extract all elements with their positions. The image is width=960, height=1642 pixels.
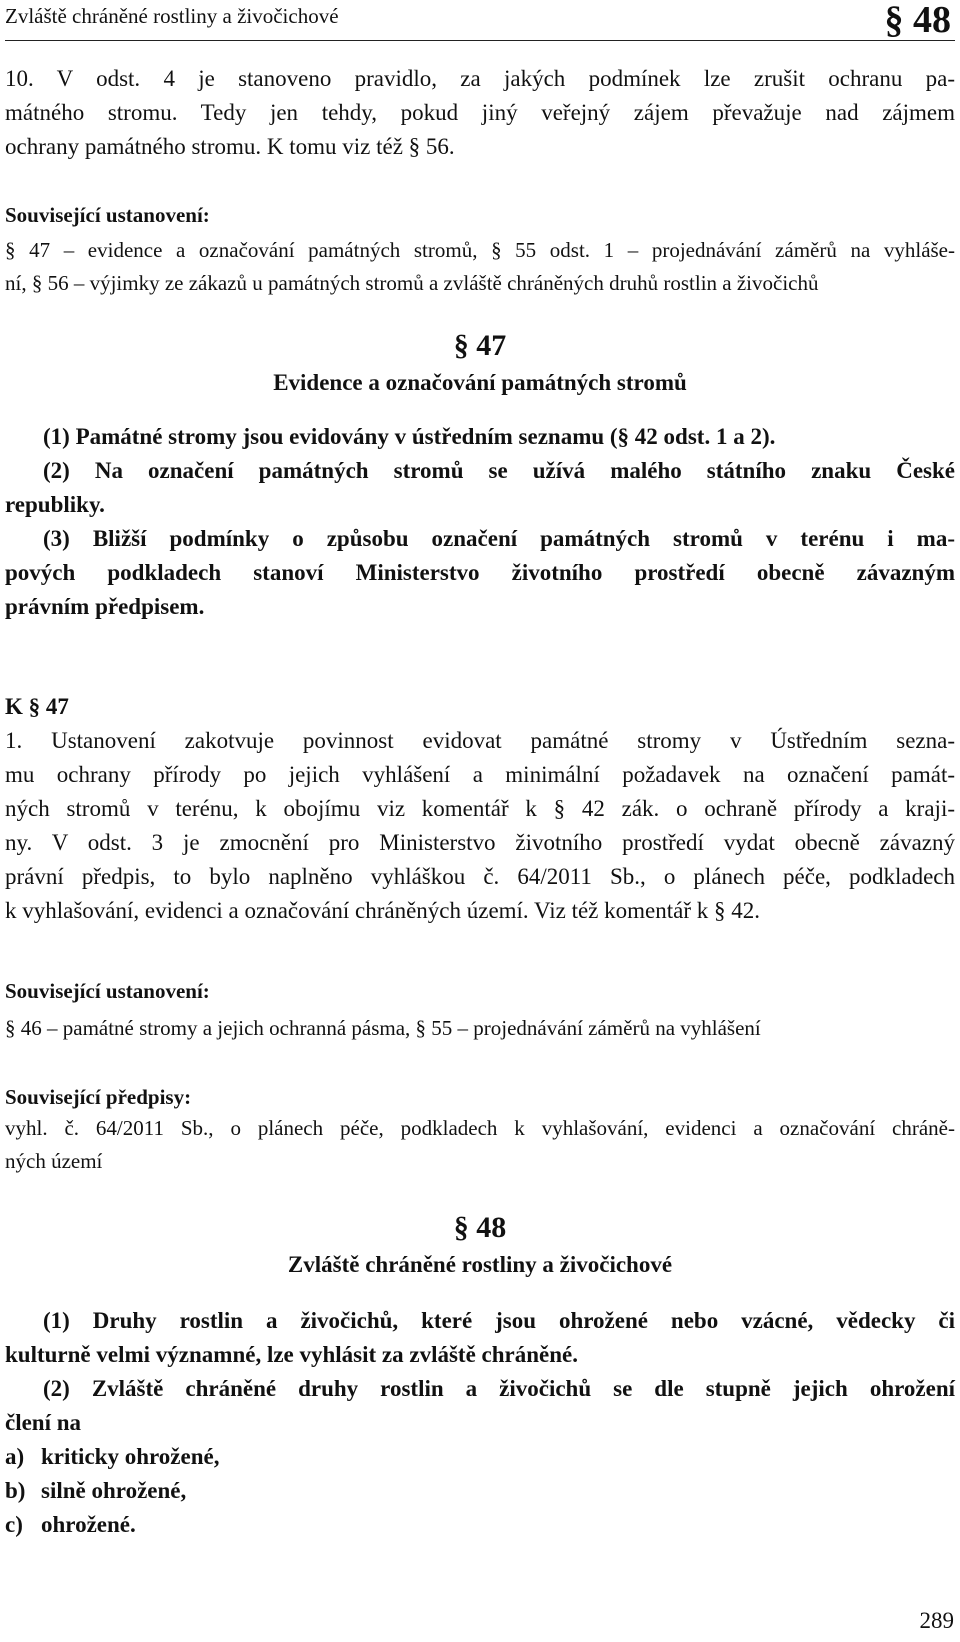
related-provisions-block xyxy=(5,200,955,300)
section-title: Evidence a označování památných stromů xyxy=(273,370,687,395)
subsection-1-line: (1) Druhy rostlin a živočichů, které jsou ohrožené nebo vzácné, vědecky či xyxy=(43,1308,955,1333)
subsection-2-line: člení na xyxy=(5,1410,82,1435)
text-line: vyhl. č. 64/2011 Sb., o plánech péče, podkladech k vyhlašování, evidenci a označování chráně- xyxy=(5,1116,955,1140)
section-title: Zvláště chráněné rostliny a živočichové xyxy=(287,1252,673,1277)
subsection-2-line: (2) Zvláště chráněné druhy rostlin a živočichů se dle stupně jejich ohrožení xyxy=(43,1376,955,1401)
text-line: ných stromů v terénu, k obojímu viz komentář k § 42 zák. o ochraně přírody a kraji- xyxy=(5,796,955,821)
header-paragraph-number: § 48 xyxy=(884,0,951,41)
text-line: mátného stromu. Tedy jen tehdy, pokud jiný veřejný zájem převažuje nad zájmem xyxy=(5,100,955,125)
text-line: ných území xyxy=(5,1149,103,1173)
text-line: mu ochrany přírody po jejich vyhlášení a minimální požadavek na označení památ- xyxy=(5,762,955,787)
related-provisions-block xyxy=(5,976,955,1045)
section-number: § 47 xyxy=(453,329,507,362)
section-48-heading xyxy=(5,1208,955,1282)
commentary-heading: K § 47 xyxy=(5,694,69,719)
subsection-3-line: pových podkladech stanoví Ministerstvo životního prostředí obecně závazným xyxy=(5,560,955,585)
subsection-2-line: (2) Na označení památných stromů se užívá malého státního znaku České xyxy=(43,458,955,483)
related-regulations-block xyxy=(5,1082,955,1178)
text-line: ní, § 56 – výjimky ze zákazů u památných stromů a zvláště chráněných druhů rostlin a živočichů xyxy=(5,271,819,295)
list-item xyxy=(5,1508,955,1542)
list-item xyxy=(5,1474,955,1508)
text-line: ochrany památného stromu. K tomu viz též § 56. xyxy=(5,134,455,159)
related-provisions-heading: Související ustanovení: xyxy=(5,203,210,227)
list-marker: b) xyxy=(5,1478,26,1503)
subsection-1-line: kulturně velmi významné, lze vyhlásit za zvláště chráněné. xyxy=(5,1342,579,1367)
text-line: § 46 – památné stromy a jejich ochranná pásma, § 55 – projednávání záměrů na vyhlášení xyxy=(5,1016,761,1040)
page-number: 289 xyxy=(919,1608,954,1633)
list-marker: a) xyxy=(5,1444,25,1469)
subsection-2-line: republiky. xyxy=(5,492,105,517)
text-line: 10. V odst. 4 je stanoveno pravidlo, za jakých podmínek lze zrušit ochranu pa- xyxy=(5,66,955,91)
text-line: 1. Ustanovení zakotvuje povinnost evidovat památné stromy v Ústředním sezna- xyxy=(5,728,955,753)
related-provisions-heading: Související ustanovení: xyxy=(5,979,210,1003)
text-line: k vyhlašování, evidenci a označování chráněných území. Viz též komentář k § 42. xyxy=(5,898,761,923)
header-title: Zvláště chráněné rostliny a živočichové xyxy=(5,4,339,28)
subsection-3-line: právním předpisem. xyxy=(5,594,205,619)
subsection-1: (1) Památné stromy jsou evidovány v ústředním seznamu (§ 42 odst. 1 a 2). xyxy=(43,424,776,449)
list-marker: c) xyxy=(5,1512,23,1537)
section-47-heading xyxy=(5,326,955,400)
list-item-text: silně ohrožené, xyxy=(41,1478,187,1503)
text-line: § 47 – evidence a označování památných stromů, § 55 odst. 1 – projednávání záměrů na vyhláše- xyxy=(5,238,955,262)
subsection-3-line: (3) Bližší podmínky o způsobu označení památných stromů v terénu i ma- xyxy=(43,526,955,551)
commentary-section-47 xyxy=(5,690,955,928)
list-item-text: ohrožené. xyxy=(41,1512,136,1537)
section-number: § 48 xyxy=(453,1211,507,1244)
text-line: ny. V odst. 3 je zmocnění pro Ministerstvo životního prostředí vydat obecně závazný xyxy=(5,830,955,855)
list-item xyxy=(5,1440,955,1474)
section-48-body xyxy=(5,1304,955,1542)
list-item-text: kriticky ohrožené, xyxy=(41,1444,220,1469)
commentary-point-10 xyxy=(5,62,955,164)
related-regulations-heading: Související předpisy: xyxy=(5,1085,192,1109)
section-47-body xyxy=(5,420,955,624)
running-header xyxy=(5,2,955,41)
text-line: právní předpis, to bylo naplněno vyhláškou č. 64/2011 Sb., o plánech péče, podkladech xyxy=(5,864,955,889)
